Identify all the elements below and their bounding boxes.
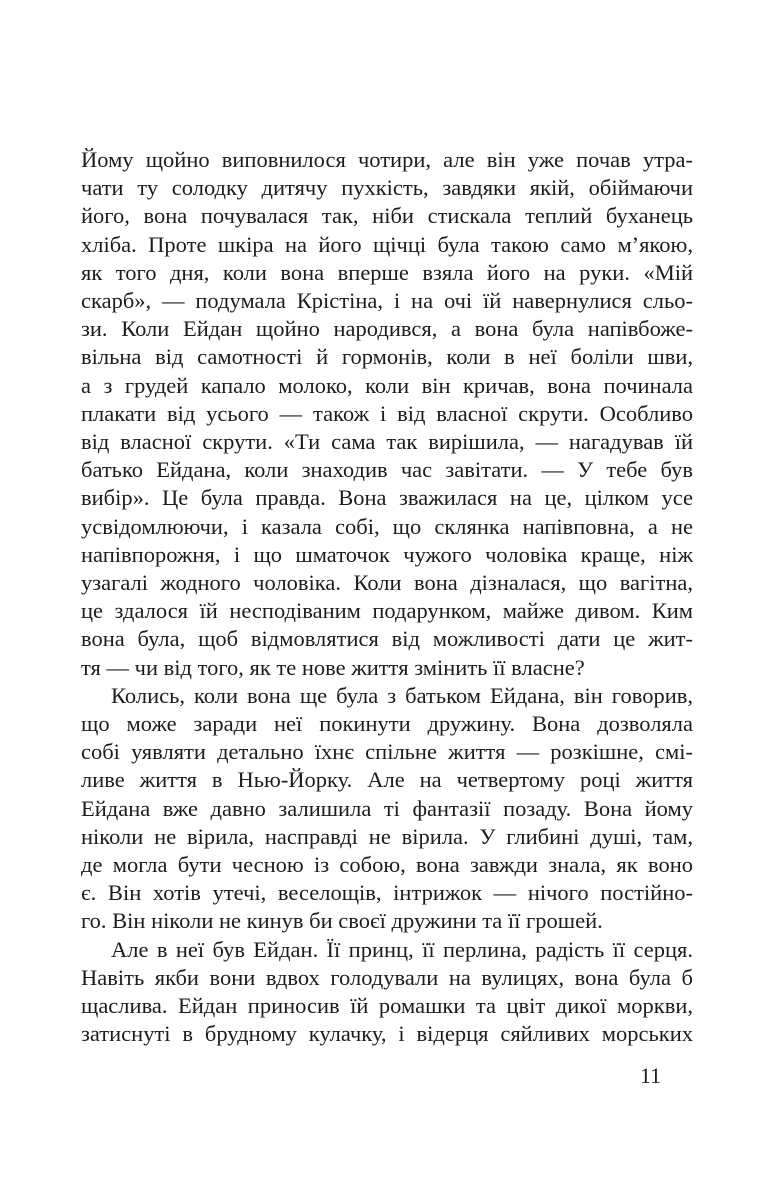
text-line: де могла бути чесною із собою, вона завжди знала, як воно <box>81 852 693 878</box>
text-line: як того дня, коли вона вперше взяла його на руки. «Мій <box>81 259 693 285</box>
text-line: напівпорожня, і що шматочок чужого чоловіка краще, ніж <box>81 541 693 567</box>
text-line: зи. Коли Ейдан щойно народився, а вона була напівбоже- <box>81 316 693 342</box>
text-line: затиснуті в брудному кулачку, і відерця сяйливих морських <box>81 1021 693 1047</box>
text-line: тя — чи від того, як те нове життя змінить її власне? <box>81 654 585 680</box>
text-line: Навіть якби вони вдвох голодували на вулицях, вона була б <box>81 964 693 990</box>
text-line: щаслива. Ейдан приносив їй ромашки та цвіт дикої моркви, <box>81 993 693 1019</box>
text-line: усвідомлюючи, і казала собі, що склянка напівповна, а не <box>81 513 693 539</box>
text-line: вільна від самотності й гормонів, коли в неї боліли шви, <box>81 344 693 370</box>
paragraph <box>81 936 693 1049</box>
text-block <box>81 146 693 1049</box>
text-line: го. Він ніколи не кинув би своєї дружини та її грошей. <box>81 908 603 934</box>
text-line: а з грудей капало молоко, коли він кричав, вона починала <box>81 372 693 398</box>
text-line: Ейдана вже давно залишила ті фантазії позаду. Вона йому <box>81 795 693 821</box>
text-line: що може заради неї покинути дружину. Вона дозволяла <box>81 711 693 737</box>
paragraph <box>81 146 693 682</box>
text-line: його, вона почувалася так, ніби стискала теплий буханець <box>81 203 693 229</box>
page-number: 11 <box>640 1063 662 1088</box>
text-line: скарб», — подумала Крістіна, і на очі їй навернулися сльо- <box>81 288 693 314</box>
text-line: від власної скрути. «Ти сама так вирішила, — нагадував їй <box>81 429 693 455</box>
text-line: узагалі жодного чоловіка. Коли вона дізналася, що вагітна, <box>81 570 693 596</box>
text-line: Йому щойно виповнилося чотири, але він уже почав утра- <box>81 147 693 172</box>
text-line: Але в неї був Ейдан. Її принц, її перлина, радість її серця. <box>111 936 693 962</box>
text-line: собі уявляти детально їхнє спільне життя — розкішне, смі- <box>81 739 693 765</box>
text-line: батько Ейдана, коли знаходив час завітати. — У тебе був <box>81 457 693 483</box>
paragraph <box>81 682 693 936</box>
text-line: чати ту солодку дитячу пухкість, завдяки якій, обіймаючи <box>81 175 693 201</box>
text-line: це здалося їй несподіваним подарунком, майже дивом. Ким <box>81 598 693 624</box>
text-line: плакати від усього — також і від власної скрути. Особливо <box>81 400 693 426</box>
text-line: ливе життя в Нью-Йорку. Але на четвертому році життя <box>81 767 693 793</box>
text-line: вона була, щоб відмовлятися від можливості дати це жит- <box>81 626 693 652</box>
text-line: Колись, коли вона ще була з батьком Ейдана, він говорив, <box>111 682 693 708</box>
text-line: є. Він хотів утечі, веселощів, інтрижок — нічого постійно- <box>81 880 693 906</box>
text-line: ніколи не вірила, насправді не вірила. У глибині душі, там, <box>81 823 693 849</box>
text-line: вибір». Це була правда. Вона зважилася на це, цілком усе <box>81 485 693 511</box>
text-line: хліба. Проте шкіра на його щічці була такою само м’якою, <box>81 231 693 257</box>
